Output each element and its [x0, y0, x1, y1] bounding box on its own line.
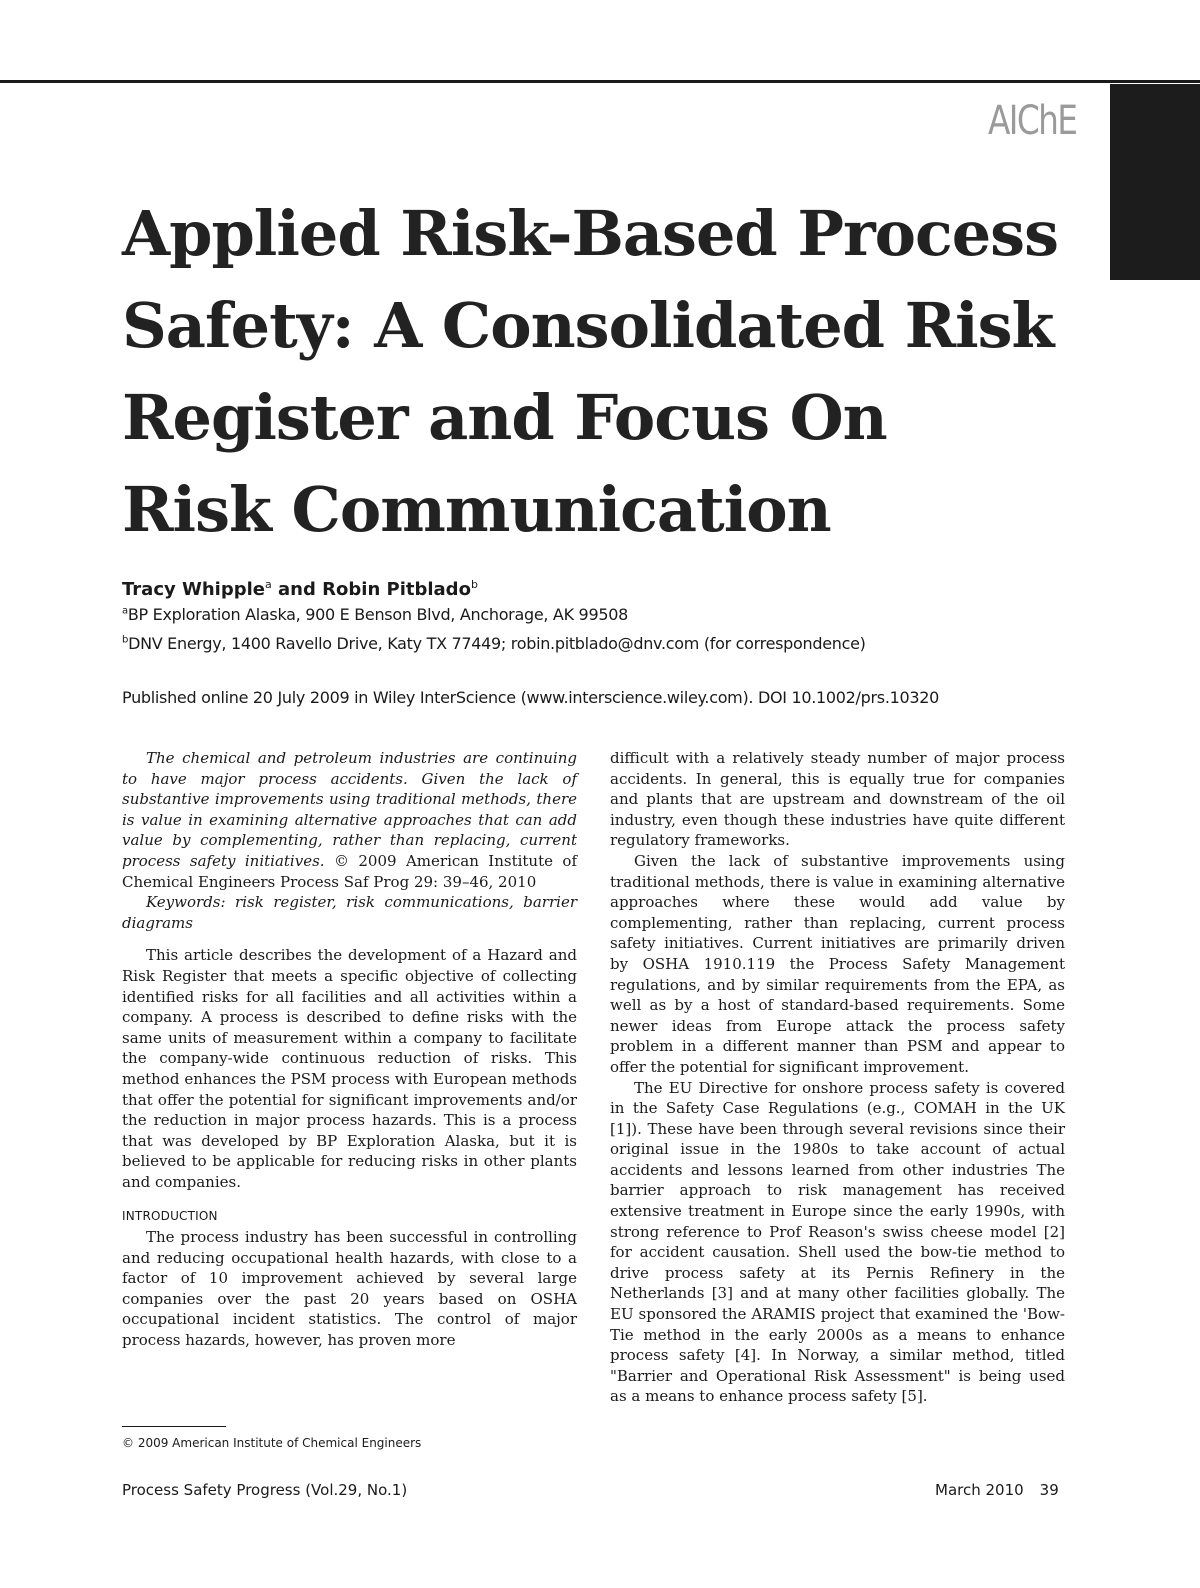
title-line: Applied Risk-Based Process: [122, 197, 1058, 270]
journal-footer: Process Safety Progress (Vol.29, No.1): [122, 1481, 408, 1499]
intro-paragraph: This article describes the development of a Hazard and Risk Register that meets a specific objective of collecting identified risks for all facilities and all activities within a company. A process is described to define risks with the same units of measurement within a company to facilitate the company-wide continuous reduction of risks. This method enhances the PSM process with European methods that offer the potential for significant improvements and/or the reduction in major process hazards. This is a process that was developed by BP Exploration Alaska, but it is believed to be applicable for reducing risks in other plants and companies.: [122, 946, 577, 1191]
aiche-logo: AIChE: [988, 98, 1077, 144]
header-rule: [0, 80, 1200, 83]
left-column: [122, 748, 577, 1351]
title-line: Register and Focus On: [122, 381, 887, 454]
footnote: © 2009 American Institute of Chemical Engineers: [122, 1436, 422, 1450]
title-line: Risk Communication: [122, 473, 831, 546]
right-column: [610, 748, 1065, 1407]
author-list: [122, 578, 478, 600]
affiliation-mark: a: [122, 605, 128, 617]
affiliation-mark: b: [470, 578, 478, 591]
abstract-text: The chemical and petroleum industries are continuing to have major process accidents. Given the lack of substantive improvements using traditional methods, there is value in examining alternative approaches that can add value by complementing, rather than replacing, current process safety initiatives.: [122, 749, 577, 870]
body-paragraph: The EU Directive for onshore process safety is covered in the Safety Case Regulations (e.g., COMAH in the UK [1]). These have been through several revisions since their original issue in the 1980s to take account of actual accidents and lessons learned from other industries The barrier approach to risk management has received extensive treatment in Europe since the early 1990s, with strong reference to Prof Reason's swiss cheese model [2] for accident causation. Shell used the bow-tie method to drive process safety at its Pernis Refinery in the Netherlands [3] and at many other facilities globally. The EU sponsored the ARAMIS project that examined the 'Bow-Tie method in the early 2000s as a means to enhance process safety [4]. In Norway, a similar method, titled "Barrier and Operational Risk Assessment" is being used as a means to enhance process safety [5].: [610, 1078, 1065, 1406]
keywords: Keywords: risk register, risk communications, barrier diagrams: [122, 893, 577, 932]
affiliation: [122, 605, 628, 624]
section-tab: [1110, 84, 1200, 280]
footer-date-page: [935, 1481, 1059, 1499]
publication-info: Published online 20 July 2009 in Wiley InterScience (www.interscience.wiley.com). DOI 10.1002/prs.10320: [122, 688, 940, 707]
footnote-rule: [122, 1426, 226, 1427]
page-number: 39: [1039, 1481, 1059, 1499]
author-name: Tracy Whipple: [122, 579, 265, 600]
body-paragraph: difficult with a relatively steady number of major process accidents. In general, this is equally true for companies and plants that are upstream and downstream of the oil industry, even though these industries have quite different regulatory frameworks.: [610, 749, 1065, 850]
article-title: [122, 188, 1058, 556]
affiliation-text: DNV Energy, 1400 Ravello Drive, Katy TX 77449; robin.pitblado@dnv.com (for correspondence): [128, 634, 866, 653]
section-heading: INTRODUCTION: [122, 1209, 218, 1224]
affiliation: [122, 634, 866, 653]
affiliation-text: BP Exploration Alaska, 900 E Benson Blvd, Anchorage, AK 99508: [127, 605, 628, 624]
body-paragraph: Given the lack of substantive improvements using traditional methods, there is value in examining alternative approaches where these would add value by complementing, rather than replacing, current process safety initiatives. Current initiatives are primarily driven by OSHA 1910.119 the Process Safety Management regulations, and by similar requirements from the EPA, as well as by a host of standard-based requirements. Some newer ideas from Europe attack the process safety problem in a different manner than PSM and appear to offer the potential for significant improvement.: [610, 851, 1065, 1076]
title-line: Safety: A Consolidated Risk: [122, 289, 1054, 362]
body-paragraph: The process industry has been successful in controlling and reducing occupational health hazards, with close to a factor of 10 improvement achieved by several large companies over the past 20 years based on OSHA occupational incident statistics. The control of major process hazards, however, has proven more: [122, 1228, 577, 1350]
abstract-copyright: © 2009 American Institute of Chemical Engineers Process Saf Prog 29: 39–46, 2010: [122, 851, 577, 891]
affiliation-mark: b: [122, 634, 129, 646]
author-name: Robin Pitblado: [322, 579, 471, 600]
affiliation-mark: a: [264, 578, 272, 591]
author-joiner: and: [278, 579, 316, 600]
abstract: [122, 748, 577, 892]
issue-date: March 2010: [935, 1481, 1024, 1499]
